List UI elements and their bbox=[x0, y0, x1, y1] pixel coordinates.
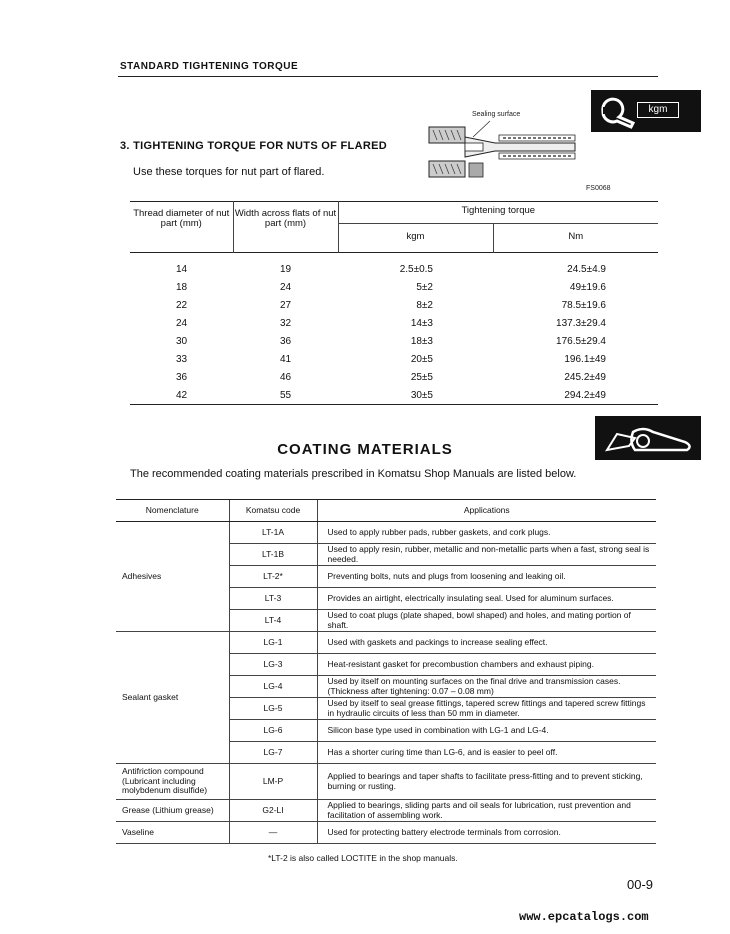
table-row bbox=[130, 386, 658, 404]
col-applications: Applications bbox=[317, 500, 656, 522]
kgm-label: kgm bbox=[648, 104, 668, 115]
thread-cell: 36 bbox=[175, 371, 188, 383]
application-cell: Silicon base type used in combination with LG-1 and LG-4. bbox=[317, 720, 656, 742]
application-cell: Has a shorter curing time than LG-6, and is easier to peel off. bbox=[317, 742, 656, 764]
nm-cell: 137.3±29.4 bbox=[556, 317, 606, 329]
footnote: *LT-2 is also called LOCTITE in the shop manuals. bbox=[268, 853, 458, 863]
thread-cell: 33 bbox=[175, 353, 188, 365]
code-cell: LG-7 bbox=[229, 742, 317, 764]
coating-row bbox=[116, 800, 656, 822]
thread-cell: 30 bbox=[175, 335, 188, 347]
nm-cell: 294.2±49 bbox=[564, 389, 606, 401]
nomenclature-cell: Adhesives bbox=[116, 522, 229, 632]
code-cell: LG-1 bbox=[229, 632, 317, 654]
nm-cell: 245.2±49 bbox=[564, 371, 606, 383]
figure-code: FS0068 bbox=[586, 185, 611, 192]
figure-label: Sealing surface bbox=[472, 111, 521, 118]
header-divider bbox=[118, 76, 658, 77]
kgm-cell: 30±5 bbox=[410, 389, 433, 401]
torque-table bbox=[130, 201, 658, 404]
code-cell: LT-4 bbox=[229, 610, 317, 632]
coating-table bbox=[116, 500, 656, 844]
nomenclature-cell: Vaseline bbox=[116, 822, 229, 844]
width-cell: 19 bbox=[279, 263, 292, 275]
application-cell: Used to apply rubber pads, rubber gaskets, and cork plugs. bbox=[317, 522, 656, 544]
coating-row bbox=[116, 522, 656, 544]
application-cell: Used by itself on mounting surfaces on the final drive and transmission cases. (Thickness after tightening: 0.07 – 0.08 mm) bbox=[317, 676, 656, 698]
coating-row bbox=[116, 764, 656, 800]
section-3-subtitle: Use these torques for nut part of flared. bbox=[133, 166, 325, 178]
application-cell: Used to apply resin, rubber, metallic and non-metallic parts when a fast, strong seal is needed. bbox=[317, 544, 656, 566]
kgm-cell: 20±5 bbox=[410, 353, 433, 365]
width-cell: 41 bbox=[279, 353, 292, 365]
nomenclature-cell: Grease (Lithium grease) bbox=[116, 800, 229, 822]
table-row bbox=[130, 332, 658, 350]
kgm-cell: 14±3 bbox=[410, 317, 433, 329]
nomenclature-cell: Sealant gasket bbox=[116, 632, 229, 764]
code-cell: — bbox=[229, 822, 317, 844]
width-cell: 36 bbox=[279, 335, 292, 347]
thread-cell: 42 bbox=[175, 389, 188, 401]
coating-row bbox=[116, 822, 656, 844]
application-cell: Used to coat plugs (plate shaped, bowl shaped) and holes, and mating portion of shaft. bbox=[317, 610, 656, 632]
nm-cell: 78.5±19.6 bbox=[561, 299, 606, 311]
col-width-across-flats: Width across flats of nut part (mm) bbox=[233, 201, 338, 253]
code-cell: LM-P bbox=[229, 764, 317, 800]
kgm-cell: 18±3 bbox=[410, 335, 433, 347]
torque-table-bottom-rule bbox=[130, 404, 658, 405]
kgm-cell: 25±5 bbox=[410, 371, 433, 383]
thread-cell: 18 bbox=[175, 281, 188, 293]
thread-cell: 24 bbox=[175, 317, 188, 329]
code-cell: LG-4 bbox=[229, 676, 317, 698]
nm-cell: 24.5±4.9 bbox=[567, 263, 606, 275]
thread-cell: 22 bbox=[175, 299, 188, 311]
coating-subtitle: The recommended coating materials prescribed in Komatsu Shop Manuals are listed below. bbox=[130, 468, 577, 480]
col-nomenclature: Nomenclature bbox=[116, 500, 229, 522]
flared-nut-diagram bbox=[425, 115, 585, 185]
application-cell: Used by itself to seal grease fittings, tapered screw fittings and tapered screw fittings in hydraulic circuits of less than 50 mm in diameter. bbox=[317, 698, 656, 720]
application-cell: Used for protecting battery electrode terminals from corrosion. bbox=[317, 822, 656, 844]
width-cell: 55 bbox=[279, 389, 292, 401]
width-cell: 46 bbox=[279, 371, 292, 383]
code-cell: LG-5 bbox=[229, 698, 317, 720]
code-cell: LG-6 bbox=[229, 720, 317, 742]
coating-title: COATING MATERIALS bbox=[277, 441, 453, 458]
width-cell: 32 bbox=[279, 317, 292, 329]
page-header: STANDARD TIGHTENING TORQUE bbox=[120, 61, 299, 72]
application-cell: Applied to bearings and taper shafts to facilitate press-fitting and to prevent sticking, burning or rusting. bbox=[317, 764, 656, 800]
table-row bbox=[130, 314, 658, 332]
footer-url: www.epcatalogs.com bbox=[519, 910, 649, 924]
application-cell: Used with gaskets and packings to increase sealing effect. bbox=[317, 632, 656, 654]
table-row bbox=[130, 296, 658, 314]
application-cell: Applied to bearings, sliding parts and oil seals for lubrication, rust prevention and facilitation of assembling work. bbox=[317, 800, 656, 822]
col-komatsu-code: Komatsu code bbox=[229, 500, 317, 522]
col-nm: Nm bbox=[568, 231, 584, 242]
code-cell: LT-1A bbox=[229, 522, 317, 544]
col-thread-diameter: Thread diameter of nut part (mm) bbox=[130, 201, 233, 253]
nm-cell: 49±19.6 bbox=[569, 281, 606, 293]
application-cell: Heat-resistant gasket for precombustion chambers and exhaust piping. bbox=[317, 654, 656, 676]
code-cell: LG-3 bbox=[229, 654, 317, 676]
coating-row bbox=[116, 632, 656, 654]
code-cell: LT-2* bbox=[229, 566, 317, 588]
code-cell: G2-LI bbox=[229, 800, 317, 822]
kgm-cell: 5±2 bbox=[416, 281, 433, 293]
table-row bbox=[130, 368, 658, 386]
kgm-box bbox=[637, 102, 679, 118]
nm-cell: 176.5±29.4 bbox=[556, 335, 606, 347]
col-kgm: kgm bbox=[338, 224, 493, 253]
kgm-cell: 8±2 bbox=[416, 299, 433, 311]
application-cell: Provides an airtight, electrically insulating seal. Used for aluminum surfaces. bbox=[317, 588, 656, 610]
col-tightening-torque: Tightening torque bbox=[338, 201, 658, 224]
wrench-icon bbox=[597, 93, 637, 129]
kgm-badge bbox=[591, 90, 701, 132]
width-cell: 27 bbox=[279, 299, 292, 311]
table-row bbox=[130, 254, 658, 278]
nm-cell: 196.1±49 bbox=[564, 353, 606, 365]
code-cell: LT-3 bbox=[229, 588, 317, 610]
nomenclature-cell: Antifriction compound (Lubricant including molybdenum disulfide) bbox=[116, 764, 229, 800]
code-cell: LT-1B bbox=[229, 544, 317, 566]
application-cell: Preventing bolts, nuts and plugs from loosening and leaking oil. bbox=[317, 566, 656, 588]
page-number: 00-9 bbox=[627, 877, 654, 892]
table-row bbox=[130, 350, 658, 368]
table-row bbox=[130, 278, 658, 296]
section-3-title: 3. TIGHTENING TORQUE FOR NUTS OF FLARED bbox=[120, 140, 387, 152]
kgm-cell: 2.5±0.5 bbox=[399, 263, 433, 275]
width-cell: 24 bbox=[279, 281, 292, 293]
thread-cell: 14 bbox=[175, 263, 188, 275]
